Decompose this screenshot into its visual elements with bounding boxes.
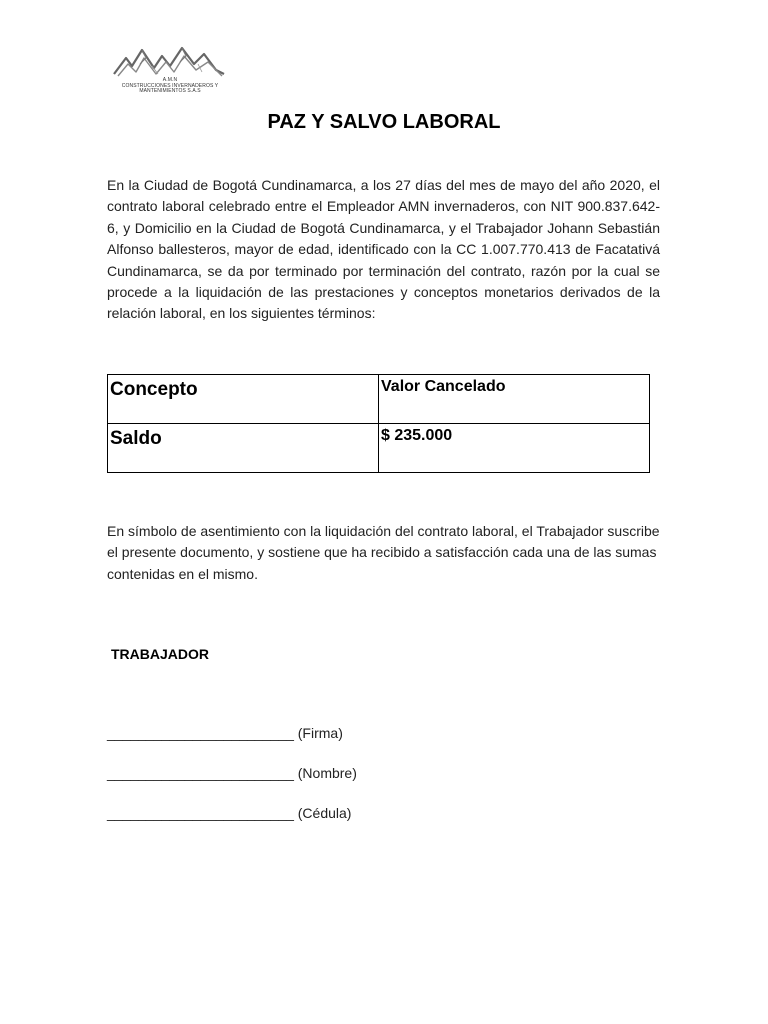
signature-line-cedula: ________________________ (Cédula)	[107, 805, 352, 821]
logo-line: MANTENIMIENTOS S.A.S	[139, 88, 201, 94]
table-row	[108, 424, 650, 473]
table-header-row	[108, 375, 650, 424]
closing-paragraph: En símbolo de asentimiento con la liquidación del contrato laboral, el Trabajador suscribe el presente documento, y sostiene que ha recibido a satisfacción cada una de las sumas contenidas en el mismo.	[107, 523, 660, 582]
mountains-icon	[112, 44, 228, 80]
signature-line-nombre: ________________________ (Nombre)	[107, 765, 357, 781]
cell-concepto: Saldo	[108, 424, 379, 473]
cell-valor: $ 235.000	[379, 424, 650, 473]
document-title: PAZ Y SALVO LABORAL	[267, 111, 501, 133]
company-logo	[112, 44, 228, 100]
logo-line: A.M.N	[162, 77, 178, 83]
logo-text	[112, 78, 228, 95]
header-valor-cancelado: Valor Cancelado	[379, 375, 650, 424]
header-concepto: Concepto	[108, 375, 379, 424]
signature-line-firma: ________________________ (Firma)	[107, 725, 343, 741]
intro-paragraph: En la Ciudad de Bogotá Cundinamarca, a los 27 días del mes de mayo del año 2020, el contrato laboral celebrado entre el Empleador AMN invernaderos, con NIT 900.837.642-6, y Domicilio en la Ciudad de Bogotá Cundinamarca, y el Trabajador Johann Sebastián Alfonso ballesteros, mayor de edad, identificado con la CC 1.007.770.413 de Facatativá Cundinamarca, se da por terminado por terminación del contrato, razón por la cual se procede a la liquidación de las prestaciones y conceptos monetarios derivados de la relación laboral, en los siguientes términos:	[107, 177, 660, 322]
payment-table	[107, 374, 650, 473]
logo-line: CONSTRUCCIONES INVERNADEROS Y	[121, 82, 219, 89]
signer-heading: TRABAJADOR	[111, 646, 209, 662]
